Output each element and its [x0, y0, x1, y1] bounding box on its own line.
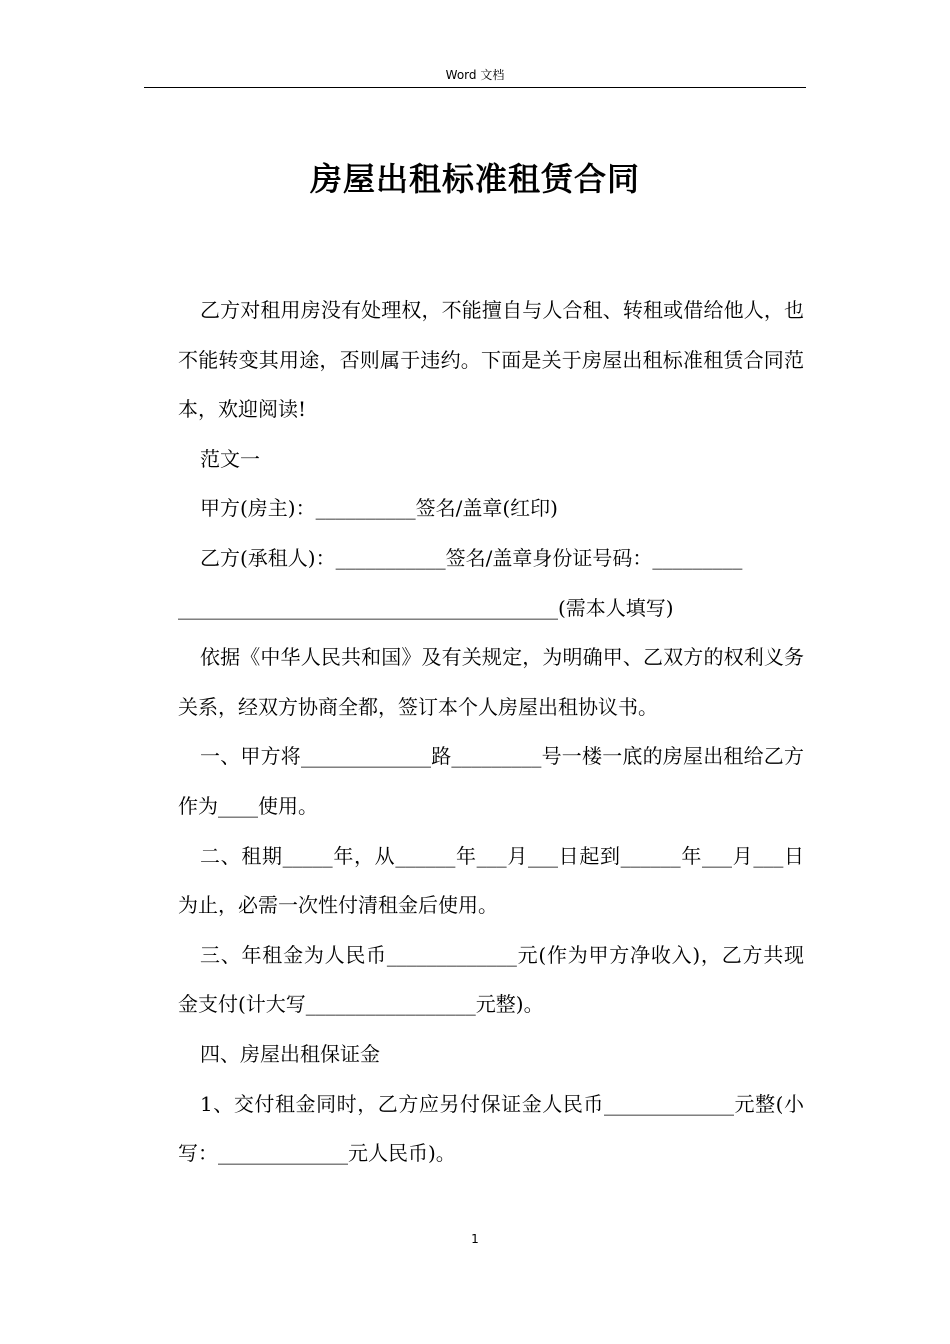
page-header: Word 文档: [445, 68, 505, 82]
paragraph-clause-2: 二、租期_____年，从______年___月___日起到______年___月___日为止，必需一次性付清租金后使用。: [178, 843, 804, 918]
document-body: [178, 286, 804, 1179]
header-divider: [144, 87, 806, 88]
paragraph-basis: 依据《中华人民共和国》及有关规定，为明确甲、乙双方的权利义务关系，经双方协商全都，签订本个人房屋出租协议书。: [178, 645, 804, 719]
paragraph-sample-heading: 范文一: [200, 446, 260, 471]
paragraph-clause-4-1: 1、交付租金同时，乙方应另付保证金人民币_____________元整(小写：_____________元人民币)。: [178, 1091, 804, 1166]
paragraph-id-blank: ______________________________________(需本人填写): [178, 595, 674, 620]
paragraph-intro: 乙方对租用房没有处理权，不能擅自与人合租、转租或借给他人，也不能转变其用途，否则属于违约。下面是关于房屋出租标准租赁合同范本，欢迎阅读!: [178, 298, 804, 422]
paragraph-party-a: 甲方(房主)：__________签名/盖章(红印): [200, 496, 558, 521]
paragraph-clause-4-heading: 四、房屋出租保证金: [200, 1041, 380, 1066]
paragraph-party-b: 乙方(承租人)：___________签名/盖章身份证号码：_________: [200, 545, 743, 570]
document-title: 房屋出租标准租赁合同: [309, 160, 640, 198]
paragraph-clause-1: 一、甲方将_____________路_________号一楼一底的房屋出租给乙方作为____使用。: [178, 744, 804, 818]
paragraph-clause-3: 三、年租金为人民币_____________元(作为甲方净收入)，乙方共现金支付(计大写_________________元整)。: [178, 942, 804, 1017]
page-number: 1: [471, 1232, 479, 1246]
